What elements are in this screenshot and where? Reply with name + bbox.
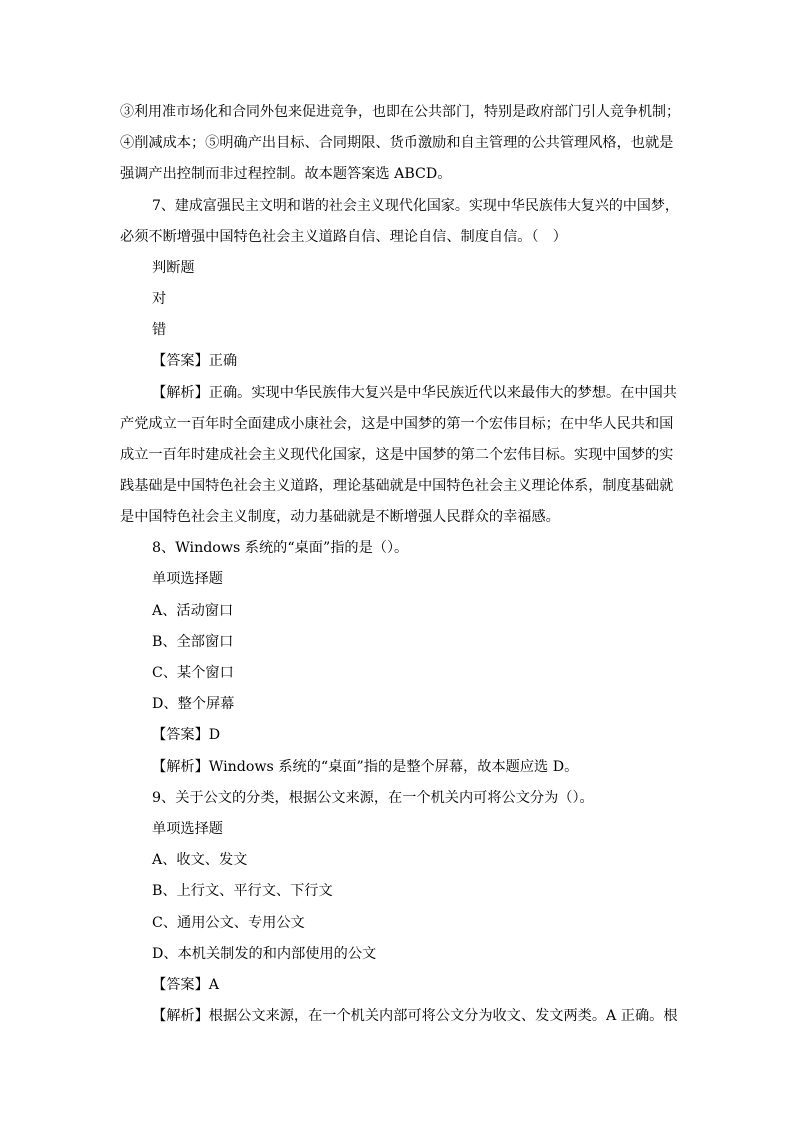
question-7-stem-cont: 必须不断增强中国特色社会主义道路自信、理论自信、制度自信。（ ） [120,229,567,245]
analysis-line: 【解析】正确。实现中华民族伟大复兴是中华民族近代以来最伟大的梦想。在中国共 [152,385,677,401]
question-type: 判断题 [152,260,195,276]
option-a: A、活动窗口 [152,603,234,619]
analysis-line: 产党成立一百年时全面建成小康社会，这是中国梦的第一个宏伟目标；在中华人民共和国 [120,416,674,432]
option-b: B、上行文、平行文、下行文 [152,883,333,899]
option-true: 对 [152,291,167,307]
answer-line: 【答案】正确 [152,353,238,369]
analysis-line: 【解析】Windows 系统的“桌面”指的是整个屏幕，故本题应选 D。 [152,759,579,775]
question-8-stem: 8、Windows 系统的“桌面”指的是（）。 [152,540,409,556]
question-7-stem: 7、建成富强民主文明和谐的社会主义现代化国家。实现中华民族伟大复兴的中国梦， [152,198,679,214]
answer-line: 【答案】A [152,977,219,993]
option-c: C、某个窗口 [152,665,234,681]
analysis-line: 是中国特色社会主义制度，动力基础就是不断增强人民群众的幸福感。 [120,509,560,525]
question-type: 单项选择题 [152,821,223,837]
answer-line: 【答案】D [152,727,221,743]
question-type: 单项选择题 [152,571,223,587]
text-line: ③利用准市场化和合同外包来促进竞争，也即在公共部门，特别是政府部门引人竞争机制； [120,104,680,120]
option-d: D、整个屏幕 [152,696,235,712]
option-c: C、通用公文、专用公文 [152,915,305,931]
option-d: D、本机关制发的和内部使用的公文 [152,946,377,962]
analysis-line: 践基础是中国特色社会主义道路，理论基础就是中国特色社会主义理论体系，制度基础就 [120,478,674,494]
question-9-stem: 9、关于公文的分类，根据公文来源，在一个机关内可将公文分为（）。 [152,790,594,806]
option-a: A、收文、发文 [152,852,248,868]
option-b: B、全部窗口 [152,634,234,650]
text-line: ④削减成本；⑤明确产出目标、合同期限、货币激励和自主管理的公共管理风格，也就是 [120,135,674,151]
analysis-line: 成立一百年时建成社会主义现代化国家，这是中国梦的第二个宏伟目标。实现中国梦的实 [120,447,674,463]
text-line: 强调产出控制而非过程控制。故本题答案选 ABCD。 [120,166,452,182]
analysis-line: 【解析】根据公文来源，在一个机关内部可将公文分为收文、发文两类。A 正确。根 [152,1008,678,1024]
option-false: 错 [152,322,167,338]
